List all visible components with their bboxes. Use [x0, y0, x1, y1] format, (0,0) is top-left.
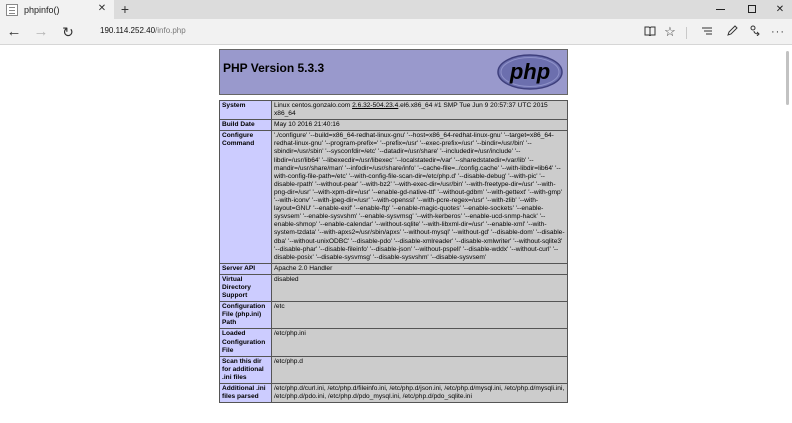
page-icon: [6, 4, 18, 16]
table-row: [220, 274, 568, 301]
row-key: Additional .ini files parsed: [220, 384, 272, 403]
table-row: [220, 329, 568, 356]
more-icon[interactable]: ···: [771, 26, 785, 38]
row-key: Build Date: [220, 120, 272, 131]
refresh-button[interactable]: ↻: [62, 24, 74, 40]
scrollbar-thumb[interactable]: [786, 51, 789, 105]
address-host: 190.114.252.40: [100, 26, 156, 35]
row-value: /etc/php.ini: [272, 329, 568, 356]
php-logo-text: php: [509, 59, 551, 84]
system-value-end: .el6.x86_64 #1 SMP Tue Jun 9 20:57:37 UTC 2015 x86_64: [274, 102, 548, 118]
table-row: [220, 263, 568, 274]
table-row: [220, 302, 568, 329]
row-key: Virtual Directory Support: [220, 274, 272, 301]
web-note-icon[interactable]: [723, 22, 741, 42]
row-key: Scan this dir for additional .ini files: [220, 356, 272, 383]
new-tab-button[interactable]: +: [120, 1, 130, 17]
row-key: Configure Command: [220, 131, 272, 264]
row-key: Loaded Configuration File: [220, 329, 272, 356]
table-row: [220, 101, 568, 120]
kernel-version: 2.6.32-504.23.4: [352, 102, 399, 109]
share-icon[interactable]: [746, 22, 764, 42]
address-path: /info.php: [155, 26, 186, 35]
table-row: [220, 356, 568, 383]
row-value: /etc: [272, 302, 568, 329]
table-row: [220, 131, 568, 264]
system-value-start: Linux centos.gonzalo.com: [274, 102, 353, 109]
back-button[interactable]: ←: [6, 23, 22, 40]
navigation-bar: [0, 19, 792, 45]
close-tab-icon[interactable]: ✕: [97, 3, 107, 14]
php-logo-icon: [497, 54, 563, 90]
php-version-header: [219, 49, 568, 95]
address-bar[interactable]: [100, 26, 186, 35]
hub-icon[interactable]: [698, 22, 716, 42]
row-key: System: [220, 101, 272, 120]
minimize-button[interactable]: [706, 0, 734, 19]
row-value: Apache 2.0 Handler: [272, 263, 568, 274]
table-row: [220, 120, 568, 131]
title-bar: [0, 0, 792, 19]
maximize-button[interactable]: [738, 0, 766, 19]
toolbar-divider: [686, 27, 687, 39]
favorite-star-icon[interactable]: ☆: [664, 24, 676, 39]
row-key: Configuration File (php.ini) Path: [220, 302, 272, 329]
reading-view-icon[interactable]: [641, 22, 659, 42]
table-row: [220, 384, 568, 403]
browser-tab[interactable]: [0, 0, 114, 19]
page-viewport: [0, 45, 792, 423]
page-title: PHP Version 5.3.3: [223, 61, 325, 75]
vertical-scrollbar[interactable]: [784, 45, 792, 423]
close-window-button[interactable]: ✕: [775, 4, 785, 15]
row-value: /etc/php.d: [272, 356, 568, 383]
forward-button[interactable]: →: [33, 23, 49, 40]
row-key: Server API: [220, 263, 272, 274]
row-value: './configure' '--build=x86_64-redhat-linux-gnu' '--host=x86_64-redhat-linux-gnu' '--target=x86_64-redhat-linux-gnu' '--program-prefix=' '--prefix=/usr' '--exec-prefix=/usr' '--bindir=/usr/bin' '--sbindir=/usr/sbin' '--sysconfdir=/etc' '--datadir=/usr/share' '--includedir=/usr/include' '--libdir=/usr/lib64' '--libexecdir=/usr/libexec' '--localstatedir=/var' '--sharedstatedir=/var/lib' '--mandir=/usr/share/man' '--infodir=/usr/share/info' '--cache-file=../config.cache' '--with-libdir=lib64' '--with-config-file-path=/etc' '--with-config-file-scan-dir=/etc/php.d' '--disable-debug' '--with-pic' '--disable-rpath' '--without-pear' '--with-bz2' '--with-exec-dir=/usr/bin' '--with-freetype-dir=/usr' '--with-png-dir=/usr' '--with-xpm-dir=/usr' '--enable-gd-native-ttf' '--without-gdbm' '--with-gettext' '--with-gmp' '--with-iconv' '--with-jpeg-dir=/usr' '--with-openssl' '--with-pcre-regex=/usr' '--with-zlib' '--with-layout=GNU' '--enable-exif' '--enable-ftp' '--enable-magic-quotes' '--enable-sockets' '--enable-sysvsem' '--enable-sysvshm' '--enable-sysvmsg' '--with-kerberos' '--enable-ucd-snmp-hack' '--enable-shmop' '--enable-calendar' '--without-sqlite' '--with-libxml-dir=/usr' '--enable-xml' '--with-system-tzdata' '--with-apxs2=/usr/sbin/apxs' '--without-mysql' '--without-gd' '--disable-dom' '--disable-dba' '--without-unixODBC' '--disable-pdo' '--disable-xmlreader' '--disable-xmlwriter' '--without-sqlite3' '--disable-phar' '--disable-fileinfo' '--disable-json' '--without-pspell' '--disable-wddx' '--without-curl' '--disable-posix' '--disable-sysvmsg' '--disable-sysvshm' '--disable-sysvsem': [272, 131, 568, 264]
row-value: May 10 2016 21:40:16: [272, 120, 568, 131]
tab-title: phpinfo(): [24, 4, 60, 15]
row-value: disabled: [272, 274, 568, 301]
row-value: [272, 101, 568, 120]
row-value: /etc/php.d/curl.ini, /etc/php.d/fileinfo.ini, /etc/php.d/json.ini, /etc/php.d/mysql.ini, /etc/php.d/mysqli.ini, /etc/php.d/pdo.ini, /etc/php.d/pdo_mysql.ini, /etc/php.d/pdo_sqlite.ini: [272, 384, 568, 403]
php-info-table: [219, 100, 568, 403]
